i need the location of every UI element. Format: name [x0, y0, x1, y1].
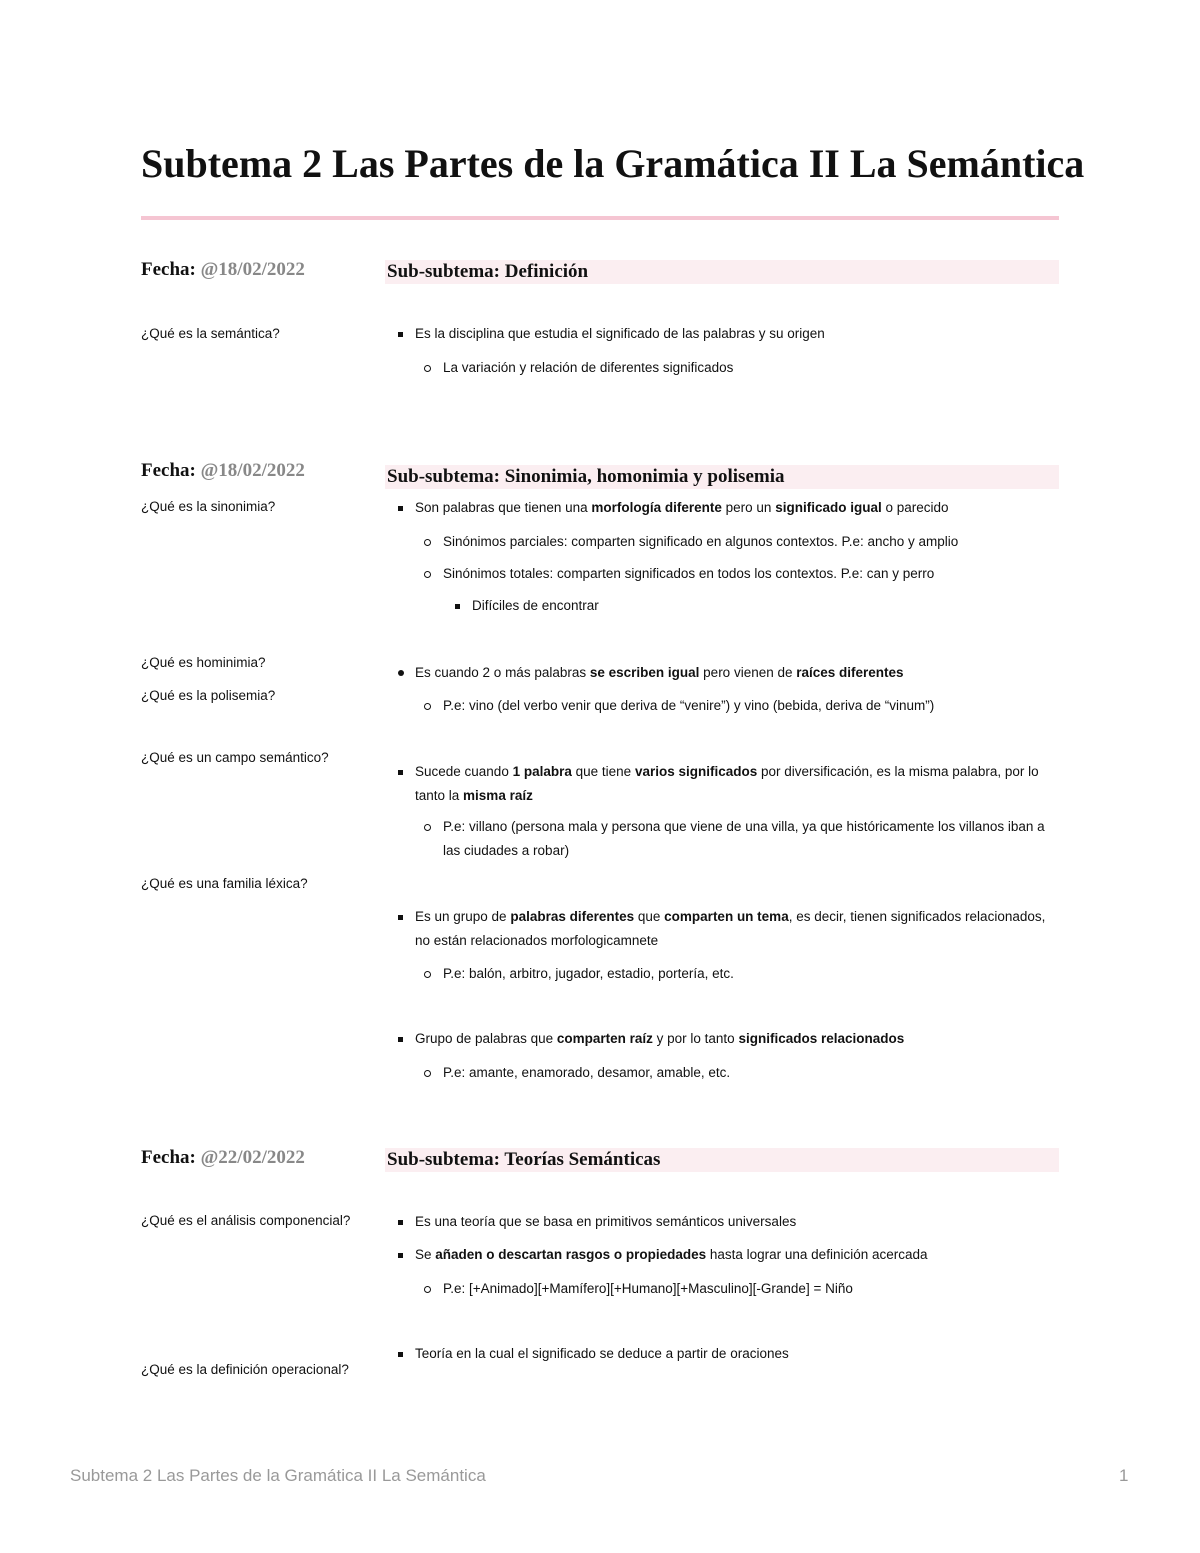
list-item: Es cuando 2 o más palabras se escriben igual pero vienen de raíces diferentes [415, 665, 904, 680]
list-item: Es un grupo de palabras diferentes que comparten un tema, es decir, tienen significados relacionados, no están relacionados morfologicamnete [415, 909, 1046, 948]
bullet-square-icon [398, 915, 403, 920]
date-label: Fecha: [141, 1147, 196, 1168]
bullet-circle-icon [424, 703, 431, 710]
bullet-square-icon [398, 1253, 403, 1258]
list-item: Teoría en la cual el significado se deduce a partir de oraciones [415, 1346, 789, 1361]
section-2-date [141, 460, 305, 482]
page-title: Subtema 2 Las Partes de la Gramática II La Semántica [141, 141, 1085, 186]
list-item: P.e: villano (persona mala y persona que viene de una villa, ya que históricamente los villanos iban a las ciudades a robar) [443, 819, 1045, 858]
question-familia-lexica: ¿Qué es una familia léxica? [141, 876, 308, 891]
bullet-square-icon [398, 1037, 403, 1042]
section-2-subheading: Sub-subtema: Sinonimia, homonimia y polisemia [385, 465, 1059, 489]
bullet-square-icon [398, 770, 403, 775]
date-label: Fecha: [141, 460, 196, 481]
date-mention[interactable]: @18/02/2022 [200, 460, 305, 481]
bullet-circle-icon [424, 365, 431, 372]
list-item: Es la disciplina que estudia el significado de las palabras y su origen [415, 326, 825, 341]
page-number: 1 [1119, 1466, 1129, 1485]
list-item: Grupo de palabras que comparten raíz y por lo tanto significados relacionados [415, 1031, 905, 1046]
bullet-circle-icon [424, 539, 431, 546]
bullet-circle-icon [424, 1286, 431, 1293]
bullet-circle-icon [424, 571, 431, 578]
list-item: Sinónimos parciales: comparten significado en algunos contextos. P.e: ancho y amplio [443, 534, 959, 549]
list-item: P.e: [+Animado][+Mamífero][+Humano][+Masculino][-Grande] = Niño [443, 1281, 853, 1296]
section-1-date [141, 259, 305, 281]
list-item: Sucede cuando 1 palabra que tiene varios significados por diversificación, es la misma palabra, por lo tanto la misma raíz [415, 764, 1039, 803]
bullet-square-icon [398, 506, 403, 511]
question-hominimia: ¿Qué es hominimia? [141, 655, 266, 670]
bullet-square-icon [398, 1220, 403, 1225]
list-item: P.e: balón, arbitro, jugador, estadio, portería, etc. [443, 966, 734, 981]
question-definicion-operacional: ¿Qué es la definición operacional? [141, 1362, 349, 1377]
list-item: P.e: amante, enamorado, desamor, amable, etc. [443, 1065, 731, 1080]
bullet-circle-icon [424, 971, 431, 978]
list-item: Se añaden o descartan rasgos o propiedades hasta lograr una definición acercada [415, 1247, 928, 1262]
list-item: Sinónimos totales: comparten significados en todos los contextos. P.e: can y perro [443, 566, 935, 581]
bullet-dot-icon [398, 670, 404, 676]
question-semantica: ¿Qué es la semántica? [141, 326, 280, 341]
question-campo-semantico: ¿Qué es un campo semántico? [141, 750, 329, 765]
bullet-circle-icon [424, 1070, 431, 1077]
footer-title: Subtema 2 Las Partes de la Gramática II La Semántica [70, 1466, 486, 1485]
bullet-square-icon [398, 1352, 403, 1357]
question-analisis-componencial: ¿Qué es el análisis componencial? [141, 1213, 351, 1228]
section-3-subheading: Sub-subtema: Teorías Semánticas [385, 1148, 1059, 1172]
list-item: P.e: vino (del verbo venir que deriva de “venire”) y vino (bebida, deriva de “vinum”) [443, 698, 935, 713]
date-label: Fecha: [141, 259, 196, 280]
bullet-circle-icon [424, 824, 431, 831]
title-divider [141, 216, 1059, 220]
section-3-date [141, 1147, 305, 1169]
list-item: Son palabras que tienen una morfología diferente pero un significado igual o parecido [415, 500, 949, 515]
question-polisemia: ¿Qué es la polisemia? [141, 688, 276, 703]
section-1-subheading: Sub-subtema: Definición [385, 260, 1059, 284]
question-sinonimia: ¿Qué es la sinonimia? [141, 499, 276, 514]
list-item: Difíciles de encontrar [472, 598, 599, 613]
date-mention[interactable]: @18/02/2022 [200, 259, 305, 280]
list-item: Es una teoría que se basa en primitivos semánticos universales [415, 1214, 797, 1229]
bullet-square-icon [455, 604, 460, 609]
list-item: La variación y relación de diferentes significados [443, 360, 734, 375]
date-mention[interactable]: @22/02/2022 [200, 1147, 305, 1168]
bullet-square-icon [398, 332, 403, 337]
